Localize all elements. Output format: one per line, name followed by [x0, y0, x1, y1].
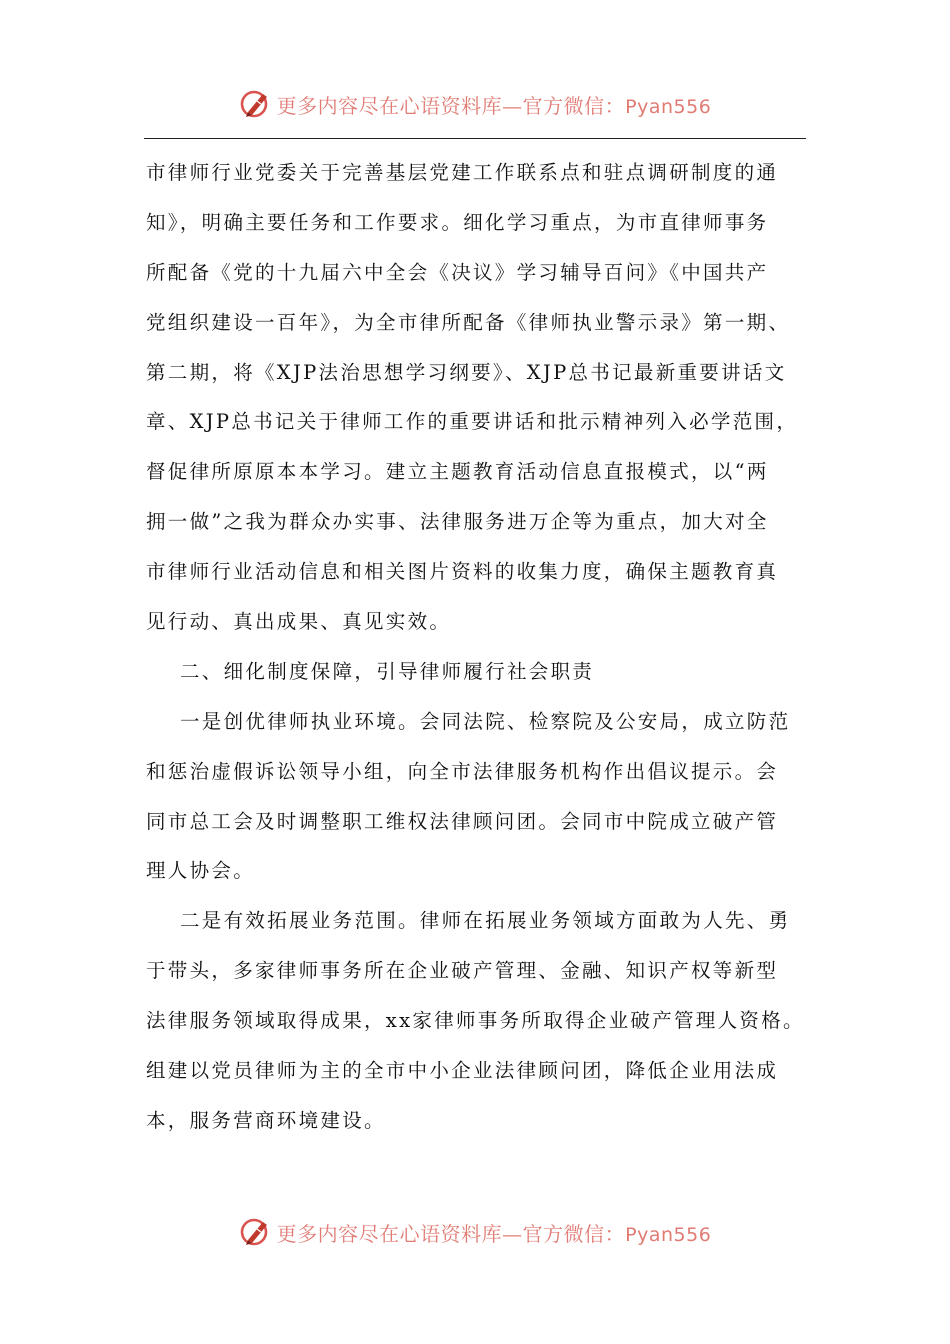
text-line: 所配备《党的十九届六中全会《决议》学习辅导百问》《中国共产 [146, 260, 769, 284]
header-wechat-id: Pyan556 [625, 95, 712, 118]
section-heading: 二、细化制度保障，引导律师履行社会职责 [180, 659, 595, 683]
text-line: 理人协会。 [146, 859, 256, 883]
text-line: 党组织建设一百年》，为全市律所配备《律师执业警示录》第一期、 [146, 310, 791, 334]
paragraph-start-line: 一是创优律师执业环境。会同法院、检察院及公安局，成立防范 [180, 709, 791, 733]
text-line: 见行动、真出成果、真见实效。 [146, 610, 452, 634]
header-banner-text: 更多内容尽在心语资料库—官方微信：Pyan556 [276, 93, 712, 118]
text-line: 知》，明确主要任务和工作要求。细化学习重点，为市直律师事务 [146, 210, 769, 234]
text-line: 督促律所原原本本学习。建立主题教育活动信息直报模式，以“两 [146, 460, 769, 484]
pen-nib-logo-icon [239, 1215, 273, 1249]
header-divider [144, 138, 806, 139]
text-line: 第二期，将《XJP法治思想学习纲要》、XJP总书记最新重要讲话文 [146, 360, 787, 384]
pen-nib-logo-icon [239, 87, 273, 121]
text-line: 于带头，多家律师事务所在企业破产管理、金融、知识产权等新型 [146, 959, 779, 983]
text-line: 同市总工会及时调整职工维权法律顾问团。会同市中院成立破产管 [146, 809, 779, 833]
text-line: 市律师行业党委关于完善基层党建工作联系点和驻点调研制度的通 [146, 161, 779, 184]
paragraph-start-line: 二是有效拓展业务范围。律师在拓展业务领域方面敢为人先、勇 [180, 909, 791, 933]
footer-wechat-id: Pyan556 [625, 1223, 712, 1246]
footer-banner-text: 更多内容尽在心语资料库—官方微信：Pyan556 [276, 1221, 712, 1246]
text-line: 市律师行业活动信息和相关图片资料的收集力度，确保主题教育真 [146, 560, 779, 584]
text-line: 章、XJP总书记关于律师工作的重要讲话和批示精神列入必学范围， [146, 410, 799, 434]
text-line: 法律服务领域取得成果，xx家律师事务所取得企业破产管理人资格。 [146, 1009, 805, 1033]
footer-banner [0, 1212, 950, 1252]
text-line: 和惩治虚假诉讼领导小组，向全市法律服务机构作出倡议提示。会 [146, 759, 779, 783]
header-banner [0, 84, 950, 124]
text-line: 本，服务营商环境建设。 [146, 1108, 386, 1132]
text-line: 组建以党员律师为主的全市中小企业法律顾问团，降低企业用法成 [146, 1059, 779, 1083]
text-line: 拥一做”之我为群众办实事、法律服务进万企等为重点，加大对全 [146, 510, 769, 534]
document-body [146, 148, 810, 1146]
